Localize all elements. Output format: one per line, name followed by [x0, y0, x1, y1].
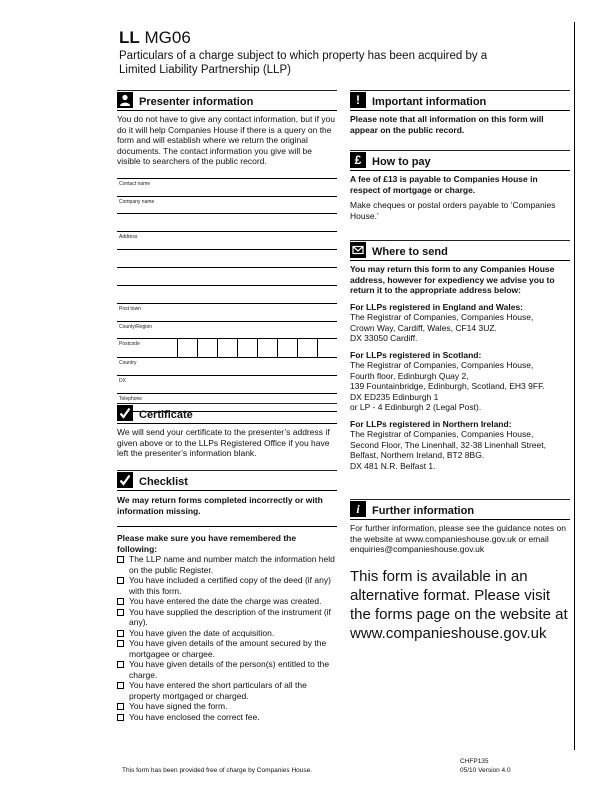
important-section	[350, 90, 570, 135]
form-code-footer: CHFP135	[460, 758, 489, 765]
contact-name-label: Contact name	[119, 181, 151, 187]
certificate-text: We will send your certificate to the presenter’s address if given above or to the LLPs Registered Office if you have left the presenter’s information blank.	[117, 423, 337, 459]
checkbox[interactable]	[117, 630, 124, 637]
checkbox[interactable]	[117, 703, 124, 710]
form-subtitle-line1: Particulars of a charge subject to which property has been acquired by a	[119, 50, 488, 62]
checklist-item	[117, 607, 337, 628]
address-line: The Registrar of Companies, Companies House,	[350, 312, 534, 322]
checklist-item-text: You have enclosed the correct fee.	[129, 711, 260, 722]
northern-ireland-block	[350, 419, 570, 472]
checklist-item	[117, 554, 337, 575]
postcode-boxes	[177, 339, 337, 357]
fee-text: A fee of £13 is payable to Companies House in respect of mortgage or charge.	[350, 170, 570, 195]
checklist-title: Checklist	[139, 476, 188, 488]
presenter-text: You do not have to give any contact information, but if you do it will help Companies House if there is a query on the form and will establish where we return the original documents. The contact information you give will be visible to searchers of the public record.	[117, 110, 337, 178]
further-info-section	[350, 499, 570, 643]
address-line: Fourth floor, Edinburgh Quay 2,	[350, 370, 469, 381]
address-line: The Registrar of Companies, Companies House,	[350, 360, 534, 370]
presenter-section	[117, 90, 337, 412]
address-line: or LP - 4 Edinburgh 2 (Legal Post).	[350, 402, 482, 412]
company-name-label: Company name	[119, 199, 155, 205]
checklist-item	[117, 701, 337, 712]
footer-provided-text: This form has been provided free of charge by Companies House.	[122, 767, 313, 774]
checklist-section	[117, 470, 337, 722]
page-border-line	[574, 22, 575, 750]
scotland-heading: For LLPs registered in Scotland:	[350, 349, 482, 360]
checklist-item	[117, 628, 337, 639]
checkbox[interactable]	[117, 598, 124, 605]
checklist-item	[117, 596, 337, 607]
checklist-item-text: You have included a certified copy of the deed (if any) with this form.	[129, 575, 331, 596]
certificate-section	[117, 403, 337, 459]
county-label: County/Region	[119, 324, 153, 330]
checklist-items	[117, 554, 337, 722]
form-header	[119, 28, 569, 77]
certificate-title: Certificate	[139, 409, 193, 421]
checklist-item-text: You have given details of the amount secured by the mortgagee or chargee.	[129, 638, 327, 659]
how-to-pay-header	[350, 150, 570, 170]
scotland-block	[350, 350, 570, 413]
person-icon	[117, 92, 133, 108]
checkbox[interactable]	[117, 609, 124, 616]
address-line	[117, 285, 337, 286]
checkbox[interactable]	[117, 577, 124, 584]
envelope-icon	[350, 242, 366, 258]
checklist-item	[117, 712, 337, 723]
address-field[interactable]	[117, 231, 337, 303]
how-to-pay-section	[350, 150, 570, 221]
pound-icon: £	[350, 152, 366, 168]
further-info-title: Further information	[372, 505, 475, 517]
address-line: DX 481 N.R. Belfast 1.	[350, 460, 436, 471]
dx-label: DX	[119, 378, 126, 384]
postcode-field[interactable]	[117, 338, 337, 357]
cheques-text: Make cheques or postal orders payable to ‘Companies House.’	[350, 200, 556, 221]
address-line: The Registrar of Companies, Companies House,	[350, 429, 534, 439]
where-to-send-intro: You may return this form to any Companies House address, however for expediency we advise you to return it to the appropriate address below:	[350, 260, 570, 296]
form-code: MG06	[144, 28, 191, 47]
checklist-intro: We may return forms completed incorrectly or with information missing.	[117, 490, 337, 526]
post-town-field[interactable]	[117, 303, 337, 321]
important-header	[350, 90, 570, 110]
checklist-item-text: You have signed the form.	[129, 701, 228, 711]
checklist-item-text: The LLP name and number match the information held on the public Register.	[129, 554, 335, 575]
where-to-send-title: Where to send	[372, 246, 448, 258]
address-line	[117, 249, 337, 250]
where-to-send-section	[350, 240, 570, 471]
certificate-header	[117, 403, 337, 423]
address-line: Second Floor, The Linenhall, 32-38 Linenhall Street,	[350, 439, 546, 450]
company-name-field-line2[interactable]	[117, 213, 337, 231]
postcode-label: Postcode	[119, 341, 140, 347]
england-wales-heading: For LLPs registered in England and Wales:	[350, 301, 524, 312]
footer-version-block	[460, 757, 511, 775]
presenter-title: Presenter information	[139, 96, 254, 108]
exclamation-icon: !	[350, 92, 366, 108]
info-icon: i	[350, 501, 366, 517]
checklist-item	[117, 638, 337, 659]
important-text: Please note that all information on this form will appear on the public record.	[350, 110, 570, 135]
checklist-item	[117, 680, 337, 701]
telephone-label: Telephone	[119, 396, 143, 402]
checklist-item-text: You have given details of the person(s) entitled to the charge.	[129, 659, 330, 680]
version-footer: 05/10 Version 4.0	[460, 767, 511, 774]
address-line: DX 33050 Cardiff.	[350, 333, 418, 343]
country-field[interactable]	[117, 357, 337, 375]
northern-ireland-heading: For LLPs registered in Northern Ireland:	[350, 418, 512, 429]
checkbox[interactable]	[117, 682, 124, 689]
where-to-send-header	[350, 240, 570, 260]
further-info-header	[350, 499, 570, 519]
checkbox[interactable]	[117, 661, 124, 668]
form-title	[119, 28, 569, 47]
checkmark-icon	[117, 472, 133, 488]
address-line	[117, 267, 337, 268]
checkmark-icon	[117, 405, 133, 421]
country-label: Country	[119, 360, 137, 366]
alternative-format-text: This form is available in an alternative format. Please visit the forms page on the website at www.companieshouse.gov.uk	[350, 567, 568, 642]
checklist-item-text: You have given the date of acquisition.	[129, 627, 275, 638]
checkbox[interactable]	[117, 714, 124, 721]
address-label: Address	[119, 234, 138, 240]
address-line: DX ED235 Edinburgh 1	[350, 391, 439, 402]
address-line: 139 Fountainbridge, Edinburgh, Scotland, EH3 9FF.	[350, 381, 545, 391]
form-prefix: LL	[119, 28, 140, 47]
company-name-field[interactable]	[117, 196, 337, 213]
england-wales-block	[350, 302, 570, 344]
further-info-text: For further information, please see the guidance notes on the website at www.companieshouse.gov.uk or email enquiries@companieshouse.gov.uk	[350, 519, 570, 555]
contact-name-field[interactable]	[117, 178, 337, 196]
county-field[interactable]	[117, 321, 337, 338]
address-line: Crown Way, Cardiff, Wales, CF14 3UZ.	[350, 322, 497, 333]
form-subtitle-line2: Limited Liability Partnership (LLP)	[119, 64, 291, 76]
how-to-pay-title: How to pay	[372, 156, 431, 168]
checklist-item-text: You have entered the date the charge was created.	[129, 596, 322, 606]
presenter-header	[117, 90, 337, 110]
checklist-heading: Please make sure you have remembered the following:	[117, 526, 337, 554]
checklist-item-text: You have entered the short particulars of all the property mortgaged or charged.	[129, 680, 307, 701]
checkbox[interactable]	[117, 556, 124, 563]
checklist-item	[117, 575, 337, 596]
important-title: Important information	[372, 96, 487, 108]
address-line: Belfast, Northern Ireland, BT2 8BG.	[350, 450, 485, 460]
checklist-item	[117, 659, 337, 680]
checklist-item-text: You have supplied the description of the instrument (if any).	[129, 606, 331, 627]
dx-field[interactable]	[117, 375, 337, 393]
checklist-header	[117, 470, 337, 490]
post-town-label: Post town	[119, 306, 141, 312]
checkbox[interactable]	[117, 640, 124, 647]
